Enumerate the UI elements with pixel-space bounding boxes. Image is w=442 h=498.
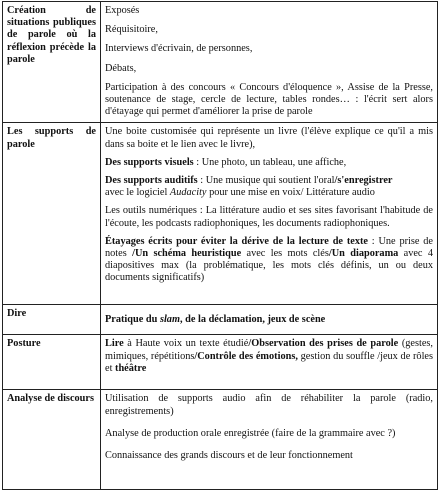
row-content-analyse (101, 390, 438, 490)
text: avec les mots clés (241, 248, 329, 260)
row-label-dire: Dire (3, 305, 101, 335)
row-label-supports: Les supports de parole (3, 123, 101, 305)
list-item: Participation à des concours « Concours d'éloquence », Assise de la Presse, soutenance de stage, cercle de lecture, tables rondes… : l'écrit sert alors d'étayage qui permet d'améliorer la prise de parole (105, 81, 433, 118)
table-row (3, 2, 438, 123)
text: gestion du souffle /jeux de rôles et (105, 350, 434, 374)
row-label-analyse: Analyse de discours (3, 390, 101, 490)
row-label-posture: Posture (3, 335, 101, 390)
list-item: Utilisation de supports audio afin de réhabiliter la parole (radio, enregistrements) (105, 393, 433, 417)
bold-text: /Un schéma heuristique (132, 248, 242, 260)
text: , de la déclamation, jeux de scène (179, 314, 326, 326)
table-row (3, 305, 438, 335)
bold-text: /s'enregistrer (334, 175, 393, 187)
text: : Une musique qui soutient l'oral (197, 175, 335, 187)
text: : Une prise de notes (105, 235, 434, 260)
list-item: Interviews d'écrivain, de personnes, (105, 43, 253, 55)
bold-text: /Contrôle des émotions, (194, 350, 298, 362)
row-content-dire (101, 305, 438, 335)
bold-text: /Un diaporama (328, 248, 399, 260)
table-row (3, 335, 438, 390)
list-item (105, 236, 433, 285)
pedagogy-table (2, 1, 438, 490)
text: (gestes, mimiques, répétitions (105, 338, 434, 362)
row-label-creation: Création de situations publiques de parole où la réflexion précède la parole (3, 2, 101, 123)
row-content-supports (101, 123, 438, 305)
text: pour une mise en voix/ Littérature audio (206, 187, 375, 199)
bold-text: /Observation des prises de parole (248, 338, 399, 350)
text: Pratique du (105, 314, 160, 326)
bold-text: Des supports visuels (105, 156, 194, 168)
bold-text: théâtre (115, 362, 147, 374)
list-item: Une boite customisée qui représente un livre (l'élève explique ce qu'il a mis dans sa boite et le lien avec le livre), (105, 126, 433, 150)
bold-text: Étayages écrits pour éviter la dérive de la lecture de texte (105, 235, 368, 247)
list-item: Réquisitoire, (105, 24, 158, 36)
list-item (105, 157, 433, 169)
list-item: Exposés (105, 5, 140, 16)
text: : Une photo, un tableau, une affiche, (193, 156, 347, 168)
text: avec le logiciel (105, 187, 170, 199)
text: à Haute voix un texte étudié (123, 338, 249, 350)
text: avec 4 diapositives max (la problématique, les mots clés définis, un ou deux documents significatifs) (105, 248, 433, 284)
italic-text: slam (159, 314, 180, 326)
bold-text: Des supports auditifs (105, 175, 198, 187)
list-item (105, 175, 433, 199)
table-row (3, 390, 438, 490)
list-item: Débats, (105, 62, 137, 74)
table-row (3, 123, 438, 305)
bold-text: Lire (105, 338, 124, 350)
list-item: Connaissance des grands discours et de leur fonctionnement (105, 450, 353, 462)
row-content-posture (101, 335, 438, 390)
list-item: Analyse de production orale enregistrée (faire de la grammaire avec ?) (105, 427, 396, 439)
list-item: Les outils numériques : La littérature audio et ses sites favorisant l'habitude de l'écoute, les podcasts radiophoniques, les documents radiophoniques. (105, 205, 433, 229)
row-content-creation (101, 2, 438, 123)
italic-text: Audacity (169, 187, 207, 199)
